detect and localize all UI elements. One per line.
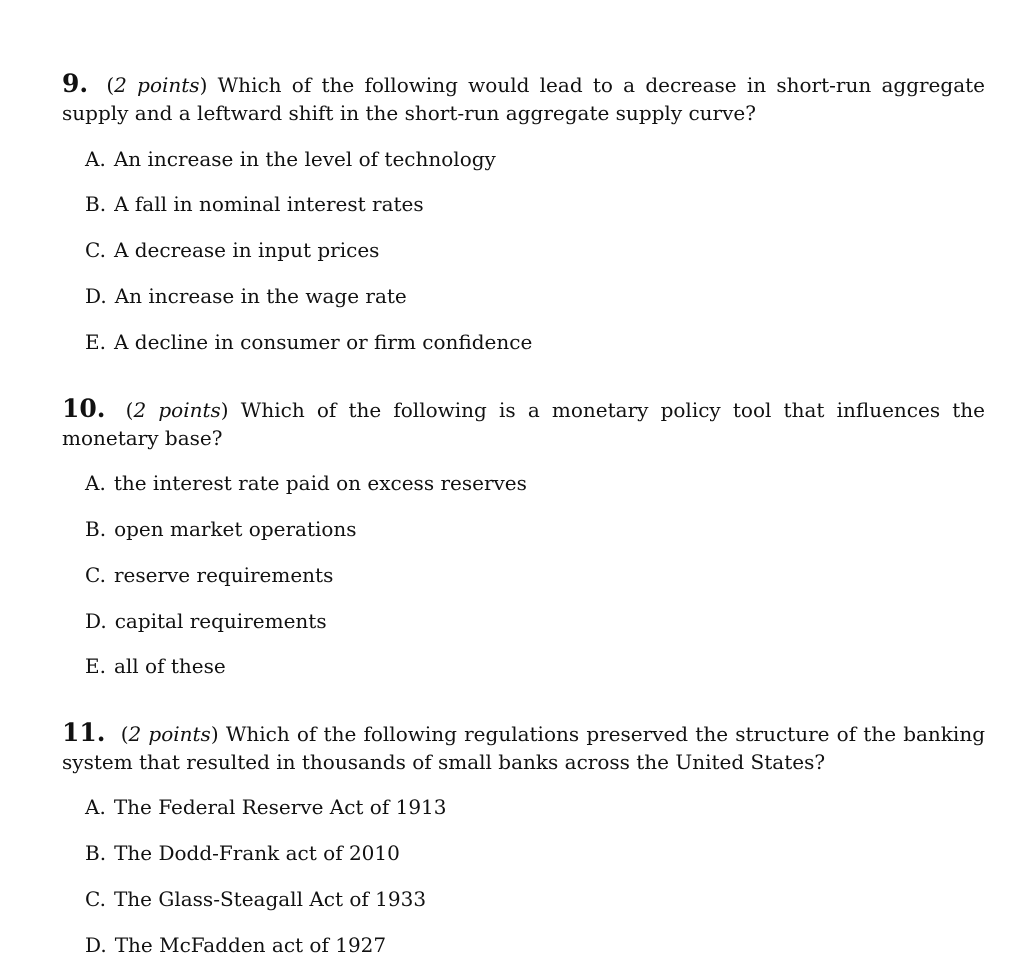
option-10d[interactable] bbox=[85, 608, 327, 634]
option-9a[interactable] bbox=[85, 146, 496, 172]
question-11-prompt bbox=[62, 719, 985, 776]
option-text: The Federal Reserve Act of 1913 bbox=[113, 795, 447, 819]
question-number: 10. bbox=[62, 394, 106, 423]
option-text: A decline in consumer or firm confidence bbox=[113, 330, 533, 354]
option-9c[interactable] bbox=[85, 237, 379, 263]
option-letter: A. bbox=[85, 795, 106, 819]
option-letter: C. bbox=[85, 887, 106, 911]
option-9e[interactable] bbox=[85, 329, 532, 355]
option-letter: B. bbox=[85, 517, 107, 541]
question-text: Which of the following regulations preserved the structure of the banking system that resulted in thousands of small banks across the United States? bbox=[62, 722, 986, 774]
question-10-prompt bbox=[62, 395, 985, 452]
question-9-prompt bbox=[62, 70, 985, 127]
option-text: The Glass-Steagall Act of 1933 bbox=[113, 887, 427, 911]
option-10a[interactable] bbox=[85, 470, 527, 496]
option-text: open market operations bbox=[114, 517, 357, 541]
option-11a[interactable] bbox=[85, 794, 447, 820]
option-11c[interactable] bbox=[85, 886, 426, 912]
option-11b[interactable] bbox=[85, 840, 400, 866]
option-text: The McFadden act of 1927 bbox=[114, 933, 387, 957]
question-11 bbox=[62, 719, 985, 776]
question-points: (2 points) bbox=[125, 398, 229, 422]
option-text: all of these bbox=[113, 654, 226, 678]
option-9d[interactable] bbox=[85, 283, 407, 309]
option-letter: D. bbox=[85, 284, 107, 308]
option-letter: C. bbox=[85, 563, 106, 587]
option-letter: C. bbox=[85, 238, 106, 262]
option-10c[interactable] bbox=[85, 562, 333, 588]
option-text: An increase in the level of technology bbox=[113, 147, 496, 171]
option-letter: D. bbox=[85, 933, 107, 957]
option-text: A fall in nominal interest rates bbox=[114, 192, 424, 216]
option-text: An increase in the wage rate bbox=[114, 284, 407, 308]
question-10 bbox=[62, 395, 985, 452]
option-text: the interest rate paid on excess reserves bbox=[113, 471, 527, 495]
option-11d[interactable] bbox=[85, 932, 386, 958]
option-letter: D. bbox=[85, 609, 107, 633]
option-text: A decrease in input prices bbox=[113, 238, 380, 262]
question-points: (2 points) bbox=[120, 722, 219, 746]
option-text: capital requirements bbox=[114, 609, 327, 633]
option-text: The Dodd-Frank act of 2010 bbox=[114, 841, 400, 865]
option-9b[interactable] bbox=[85, 191, 424, 217]
option-letter: B. bbox=[85, 841, 107, 865]
option-letter: B. bbox=[85, 192, 107, 216]
option-10e[interactable] bbox=[85, 653, 226, 679]
question-9 bbox=[62, 70, 985, 127]
question-text: Which of the following is a monetary policy tool that influences the monetary base? bbox=[62, 398, 986, 450]
question-number: 9. bbox=[62, 69, 89, 98]
option-letter: A. bbox=[85, 147, 106, 171]
question-text: Which of the following would lead to a decrease in short-run aggregate supply and a leftward shift in the short-run aggregate supply curve? bbox=[62, 73, 985, 125]
question-points: (2 points) bbox=[106, 73, 208, 97]
option-10b[interactable] bbox=[85, 516, 357, 542]
option-letter: A. bbox=[85, 471, 106, 495]
option-text: reserve requirements bbox=[113, 563, 334, 587]
option-letter: E. bbox=[85, 330, 106, 354]
option-letter: E. bbox=[85, 654, 106, 678]
question-number: 11. bbox=[62, 718, 106, 747]
